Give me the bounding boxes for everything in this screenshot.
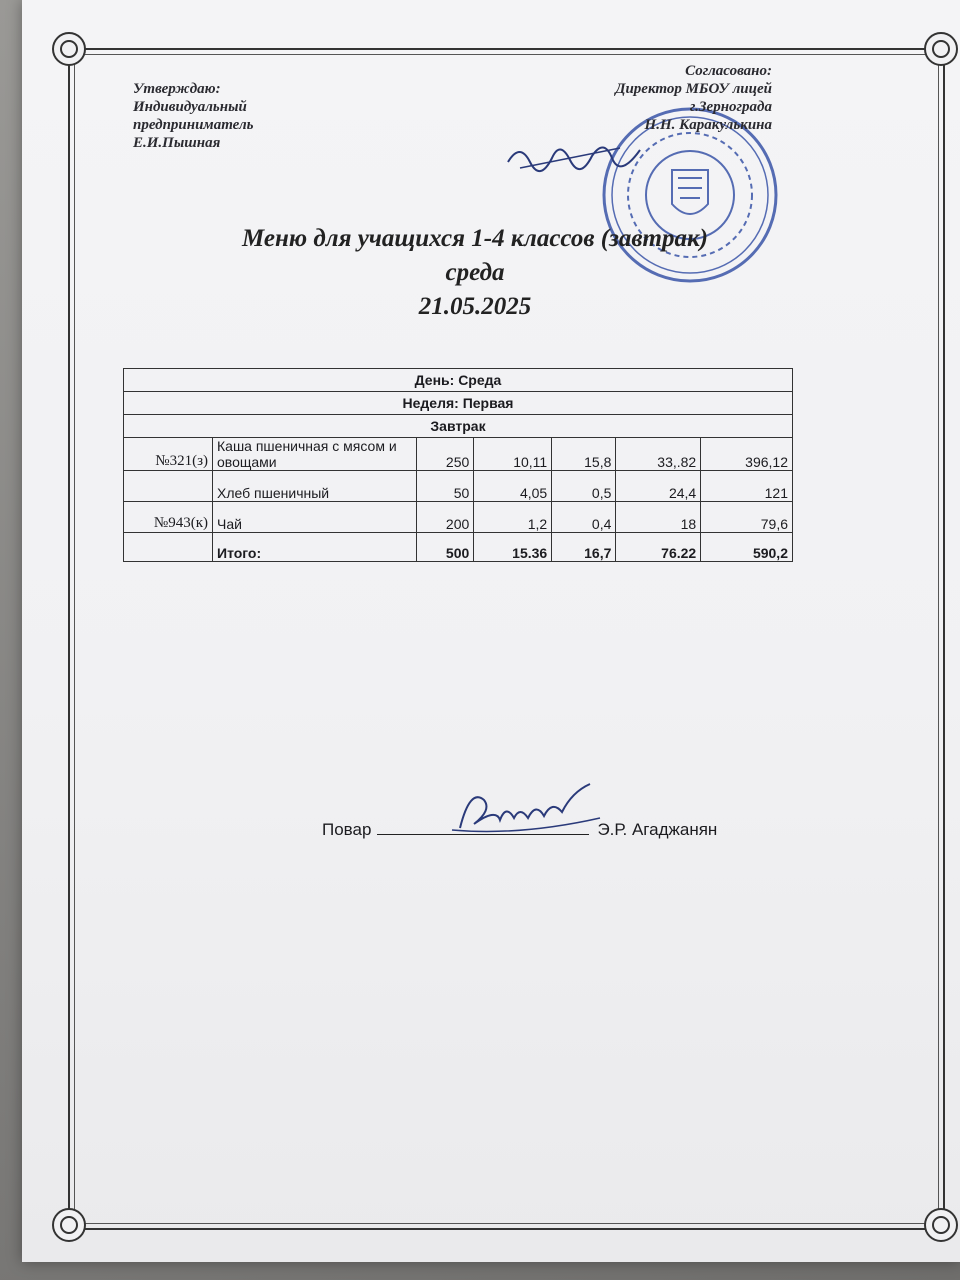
week-header: Неделя: Первая — [124, 392, 793, 415]
total-weight: 500 — [417, 533, 474, 562]
agreement-line: Согласовано: — [685, 63, 772, 79]
total-carbs: 76.22 — [616, 533, 701, 562]
approval-line: Утверждаю: — [133, 81, 221, 97]
dish-kcal: 121 — [701, 471, 793, 502]
total-code-cell — [124, 533, 213, 562]
dish-weight: 250 — [417, 438, 474, 471]
dish-fat: 0,4 — [552, 502, 616, 533]
recipe-code — [124, 471, 213, 502]
approval-line: предприниматель — [133, 117, 254, 133]
table-header-row — [124, 415, 793, 438]
cook-signature-line — [322, 818, 792, 840]
day-header: День: Среда — [124, 369, 793, 392]
title-date: 21.05.2025 — [418, 293, 532, 320]
menu-title — [150, 222, 800, 324]
frame-corner-ornament — [924, 1208, 958, 1242]
recipe-code: №321(з) — [124, 438, 213, 471]
dish-kcal: 79,6 — [701, 502, 793, 533]
title-weekday: среда — [445, 259, 505, 286]
dish-fat: 0,5 — [552, 471, 616, 502]
dish-weight: 200 — [417, 502, 474, 533]
dish-carbs: 18 — [616, 502, 701, 533]
table-row — [124, 438, 793, 471]
approval-line: Индивидуальный — [133, 99, 247, 115]
total-kcal: 590,2 — [701, 533, 793, 562]
dish-protein: 10,11 — [474, 438, 552, 471]
table-header-row — [124, 392, 793, 415]
dish-kcal: 396,12 — [701, 438, 793, 471]
total-fat: 16,7 — [552, 533, 616, 562]
dish-protein: 1,2 — [474, 502, 552, 533]
table-total-row — [124, 533, 793, 562]
agreement-line: г.Зернограда — [689, 99, 772, 115]
table-row — [124, 502, 793, 533]
agreement-line: Н.Н. Каракулькина — [644, 117, 772, 133]
dish-weight: 50 — [417, 471, 474, 502]
cook-name: Э.Р. Агаджанян — [597, 820, 718, 839]
dish-name: Чай — [213, 502, 417, 533]
dish-protein: 4,05 — [474, 471, 552, 502]
dish-carbs: 24,4 — [616, 471, 701, 502]
director-signature — [500, 128, 650, 178]
approval-line: Е.И.Пышная — [133, 135, 221, 151]
agreement-block — [560, 62, 772, 134]
total-label: Итого: — [213, 533, 417, 562]
frame-corner-ornament — [924, 32, 958, 66]
meal-header: Завтрак — [124, 415, 793, 438]
title-line: Меню для учащихся 1-4 классов (завтрак) — [241, 225, 708, 252]
recipe-code: №943(к) — [124, 502, 213, 533]
dish-fat: 15,8 — [552, 438, 616, 471]
cook-label: Повар — [322, 820, 372, 839]
menu-table — [123, 368, 793, 562]
table-header-row — [124, 369, 793, 392]
total-protein: 15.36 — [474, 533, 552, 562]
dish-name: Каша пшеничная с мясом и овощами — [213, 438, 417, 471]
frame-corner-ornament — [52, 32, 86, 66]
signature-underline — [377, 818, 589, 835]
dish-carbs: 33,.82 — [616, 438, 701, 471]
frame-corner-ornament — [52, 1208, 86, 1242]
dish-name: Хлеб пшеничный — [213, 471, 417, 502]
approval-block — [133, 80, 383, 152]
agreement-line: Директор МБОУ лицей — [615, 81, 772, 97]
table-row — [124, 471, 793, 502]
